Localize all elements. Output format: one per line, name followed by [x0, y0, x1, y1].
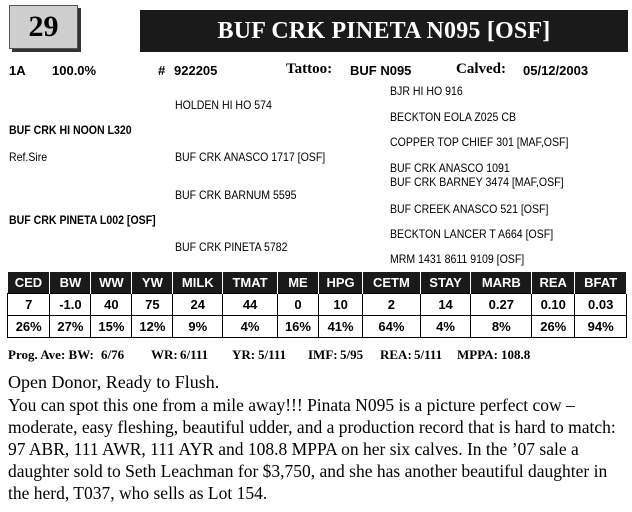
epd-header: REA [532, 272, 575, 294]
epd-percentile: 27% [50, 316, 91, 338]
epd-header: BFAT [575, 272, 627, 294]
prog-yr-label: YR: [232, 347, 256, 362]
prog-mppa-value: 108.8 [501, 347, 531, 362]
epd-percentile: 15% [91, 316, 132, 338]
prog-imf-label: IMF: [308, 347, 338, 362]
epd-percentile: 26% [8, 316, 50, 338]
epd-value: 75 [132, 294, 173, 316]
description: You can spot this one from a mile away!!! Pinata N095 is a picture perfect cow – moderate, easy fleshing, beautiful udder, and a production record that is hard to match: 97 ABR, 111 AWR, 111 AYR and 108.8 MPPA on her six calves. In the ’07 sale a daughter sold to Seth Leachman for $3,750, and she has another beautiful daughter in the herd, T037, who sells as Lot 154. [8, 395, 616, 503]
epd-header-row [8, 272, 627, 294]
epd-value: 0 [277, 294, 318, 316]
epd-value: 0.27 [471, 294, 532, 316]
epd-percentile: 94% [575, 316, 627, 338]
epd-header: MILK [173, 272, 223, 294]
sire: BUF CRK HI NOON L320 [9, 123, 132, 137]
percent: 100.0% [52, 63, 97, 78]
epd-percentile: 16% [277, 316, 318, 338]
calved-label: Calved: [456, 61, 506, 77]
epd-percentile: 4% [420, 316, 471, 338]
epd-value: 10 [318, 294, 362, 316]
epd-value: 7 [8, 294, 50, 316]
epd-percentile-row [8, 316, 627, 338]
epd-value: -1.0 [50, 294, 91, 316]
prog-mppa-label: MPPA: [457, 347, 498, 362]
epd-value: 44 [223, 294, 278, 316]
ss-dam: BECKTON EOLA Z025 CB [390, 110, 516, 124]
ss-sire: BJR HI HO 916 [390, 84, 463, 98]
dd-sire: BECKTON LANCER T A664 [OSF] [390, 227, 554, 241]
dam: BUF CRK PINETA L002 [OSF] [9, 213, 156, 227]
epd-header: ME [277, 272, 318, 294]
dam-dam: BUF CRK PINETA 5782 [175, 240, 288, 254]
animal-name-banner [140, 10, 628, 52]
dam-sire: BUF CRK BARNUM 5595 [175, 188, 297, 202]
epd-value: 2 [363, 294, 420, 316]
epd-value-row [8, 294, 627, 316]
dd-dam: MRM 1431 8611 9109 [OSF] [390, 252, 525, 266]
ref-sire: Ref.Sire [9, 150, 48, 164]
epd-header: TMAT [223, 272, 278, 294]
epd-header: CETM [363, 272, 420, 294]
epd-percentile: 4% [223, 316, 278, 338]
prog-bw-label: Prog. Ave: BW: [8, 347, 94, 362]
prog-wr-value: 6/111 [180, 347, 209, 362]
tattoo: BUF N095 [350, 63, 412, 78]
epd-table [7, 272, 627, 338]
sire-sire: HOLDEN HI HO 574 [175, 98, 272, 112]
epd-header: MARB [471, 272, 532, 294]
epd-header: CED [8, 272, 50, 294]
lot-number: 29 [9, 5, 78, 49]
epd-percentile: 41% [318, 316, 362, 338]
prog-rea-value: 5/111 [414, 347, 443, 362]
ds-dam: BUF CREEK ANASCO 521 [OSF] [390, 202, 549, 216]
tattoo-label: Tattoo: [286, 61, 333, 77]
prog-imf-value: 5/95 [340, 347, 364, 362]
epd-percentile: 64% [363, 316, 420, 338]
epd-percentile: 8% [471, 316, 532, 338]
epd-header: YW [132, 272, 173, 294]
sd-sire: COPPER TOP CHIEF 301 [MAF,OSF] [390, 135, 569, 149]
epd-value: 24 [173, 294, 223, 316]
ds-sire: BUF CRK BARNEY 3474 [MAF,OSF] [390, 175, 564, 189]
reg-label: # [158, 63, 166, 78]
epd-header: HPG [318, 272, 362, 294]
epd-value: 14 [420, 294, 471, 316]
headline: Open Donor, Ready to Flush. [8, 372, 220, 392]
prog-rea-label: REA: [380, 347, 412, 362]
prog-wr-label: WR: [151, 347, 178, 362]
reg-number: 922205 [174, 63, 218, 78]
prog-yr-value: 5/111 [258, 347, 287, 362]
grade: 1A [9, 63, 26, 78]
calved-date: 05/12/2003 [523, 63, 589, 78]
animal-name: BUF CRK PINETA N095 [OSF] [217, 17, 551, 44]
sd-dam: BUF CRK ANASCO 1091 [390, 161, 510, 175]
epd-value: 0.03 [575, 294, 627, 316]
epd-header: WW [91, 272, 132, 294]
epd-percentile: 26% [532, 316, 575, 338]
epd-header: STAY [420, 272, 471, 294]
epd-value: 40 [91, 294, 132, 316]
sire-dam: BUF CRK ANASCO 1717 [OSF] [175, 150, 326, 164]
epd-percentile: 12% [132, 316, 173, 338]
prog-bw-value: 6/76 [101, 347, 125, 362]
epd-value: 0.10 [532, 294, 575, 316]
epd-header: BW [50, 272, 91, 294]
epd-percentile: 9% [173, 316, 223, 338]
